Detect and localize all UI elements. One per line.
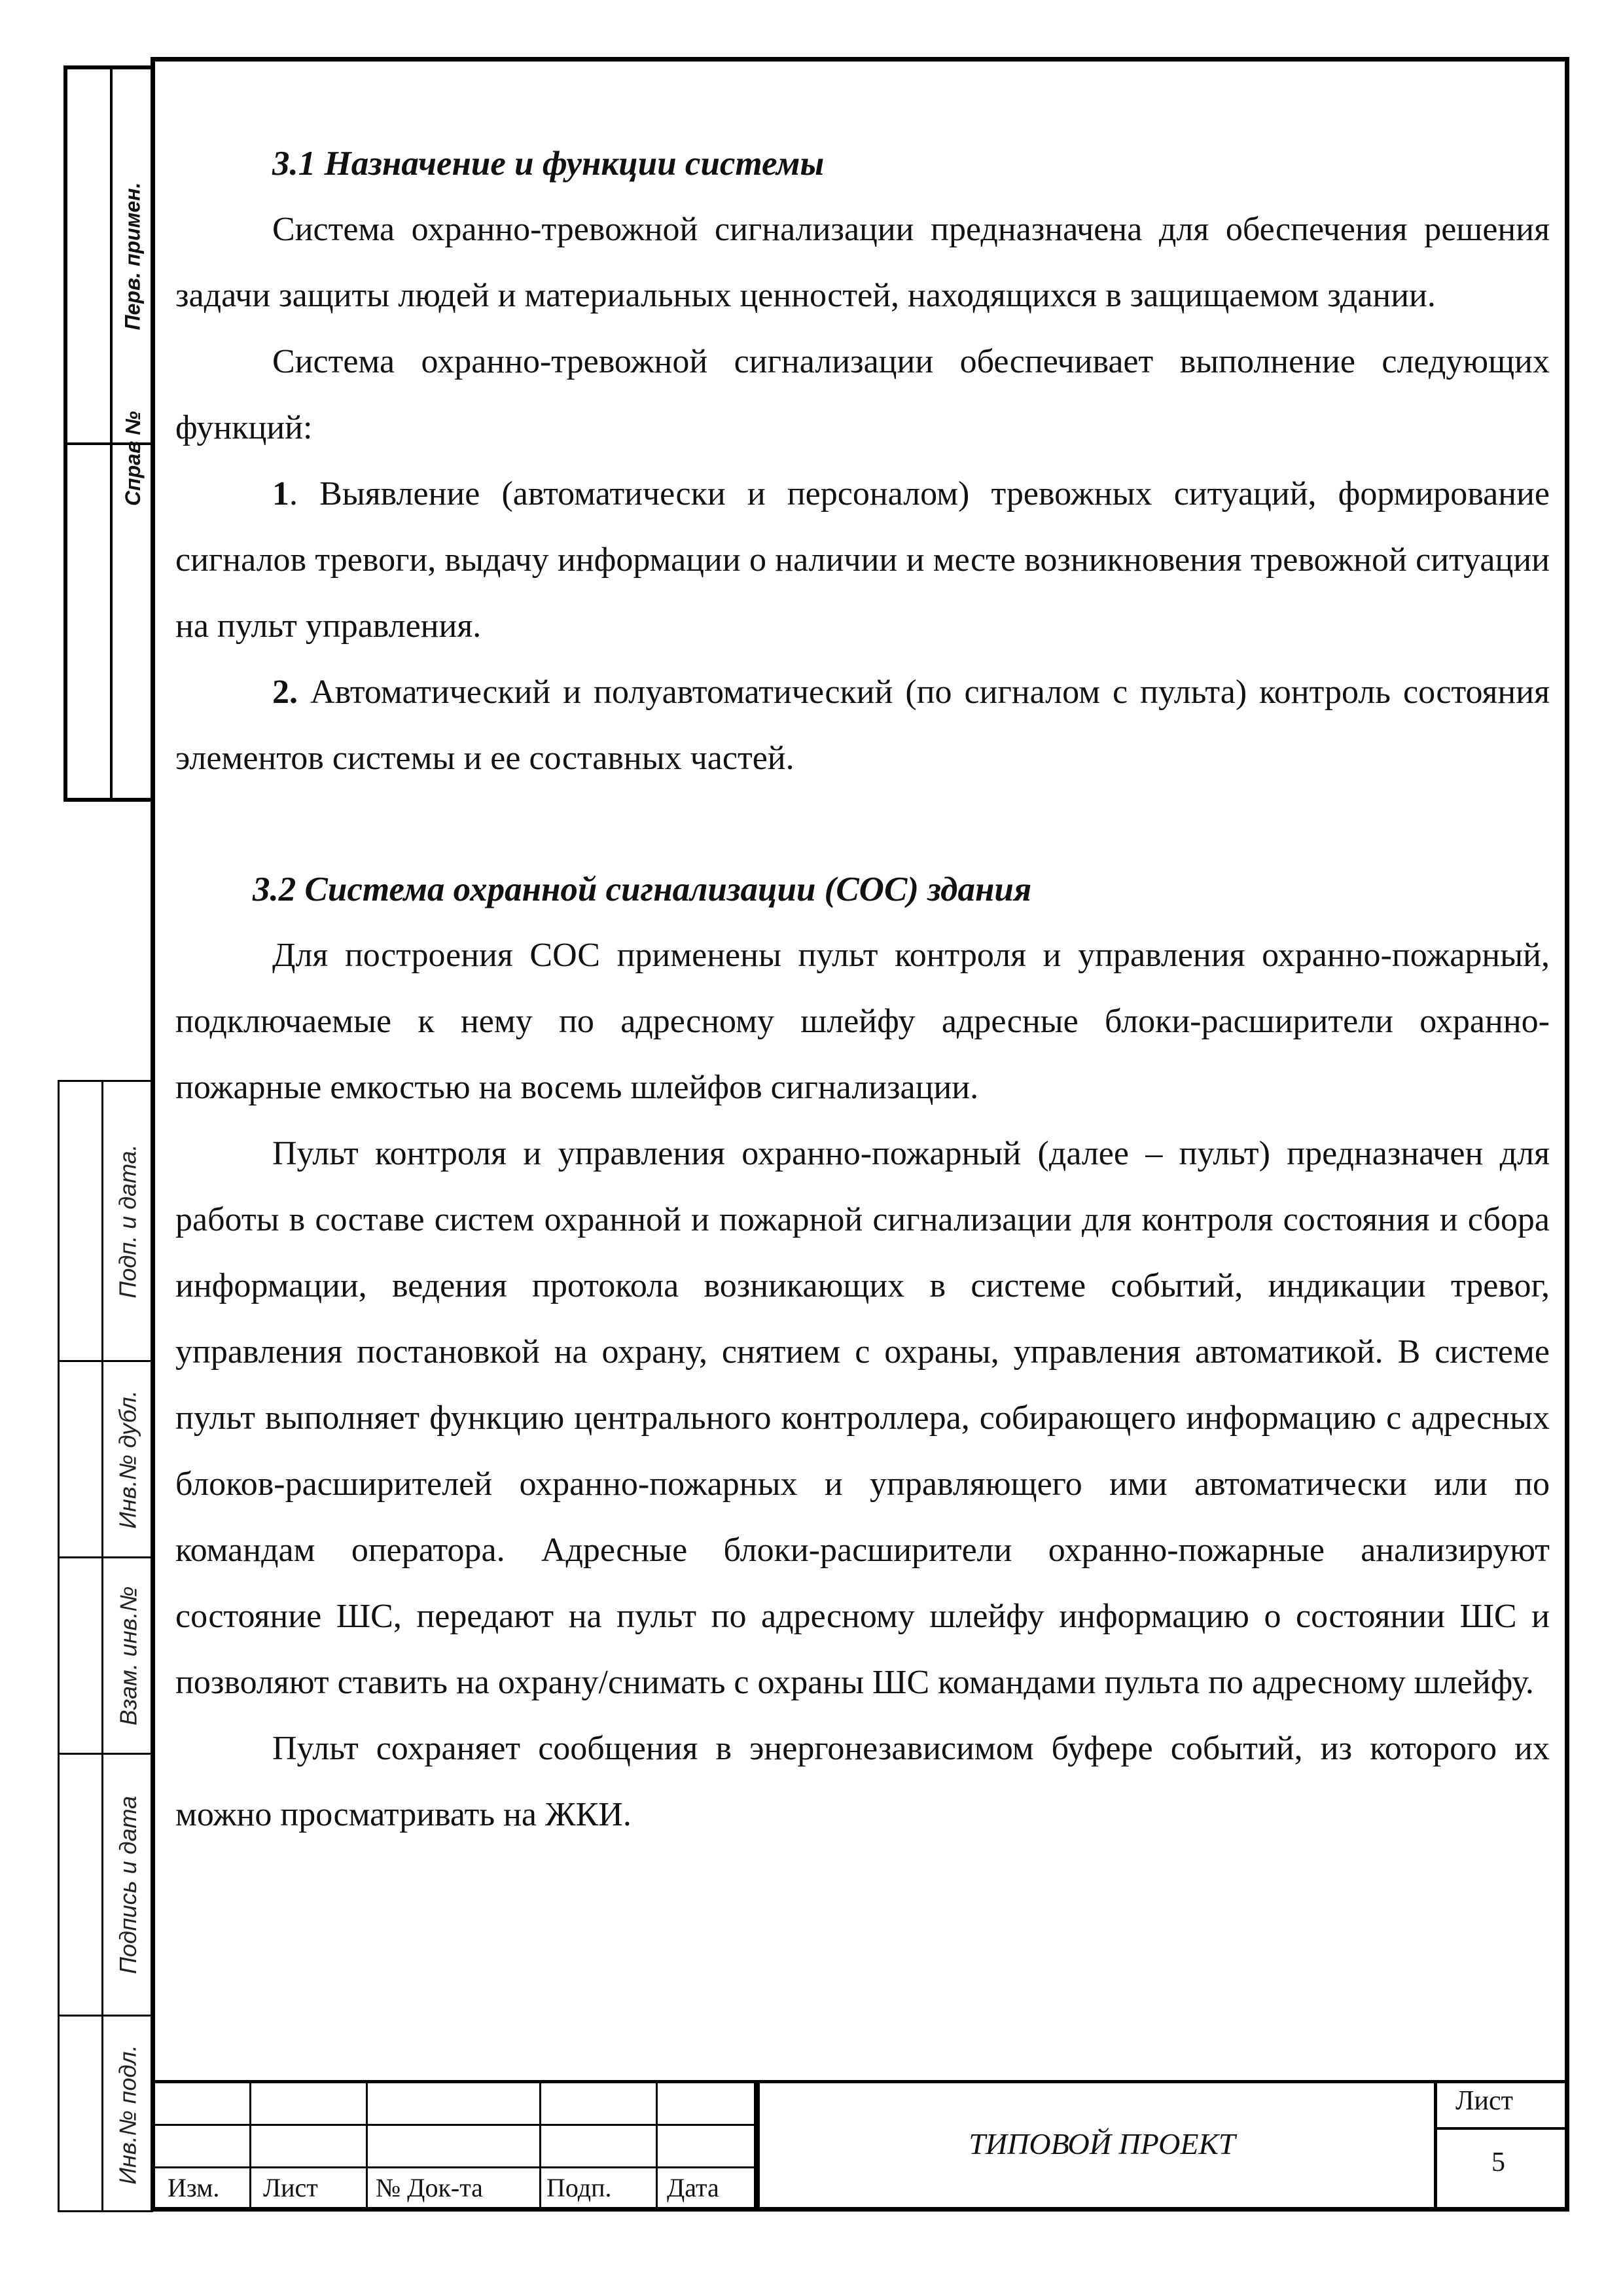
paragraph: Пульт контроля и управления охранно-пожарный (далее – пульт) предназначен для работы в составе систем охранной и пожарной сигнализации для контроля состояния и сбора информации, ведения протокола возникающих в системе событий, индикации тревог, управления постановкой на охрану, снятием с охраны, управления автоматикой. В системе пульт выполняет функцию центрального контроллера, собирающего информацию с адресных блоков-расширителей охранно-пожарных и управляющего ими автоматически или по командам оператора. Адресные блоки-расширители охранно-пожарные анализируют состояние ШС, передают на пульт по адресному шлейфу информацию о состоянии ШС и позволяют ставить на охрану/снимать с охраны ШС командами пульта по адресному шлейфу.: [175, 1135, 1550, 1701]
stamp-data-label: Дата: [667, 2173, 719, 2202]
section-spacer: [175, 791, 1550, 857]
stamp-cell: [368, 2083, 541, 2126]
podp-i-data-label: Подп. и дата.: [115, 1143, 141, 1299]
stamp-cell: [541, 2083, 658, 2126]
stamp-cell: [368, 2126, 541, 2168]
stamp-header-cell: [658, 2168, 756, 2207]
stamp-list-label: Лист: [263, 2173, 318, 2202]
sprav-no-label: Справ №: [120, 410, 145, 506]
title-block: [153, 2080, 1565, 2207]
inv-no-podl-label: Инв.№ подл.: [115, 2044, 142, 2185]
stamp-header-cell: [153, 2168, 251, 2207]
side-stamp-divider: [110, 69, 113, 798]
stamp-cell: [541, 2126, 658, 2168]
sheet-label: Лист: [1455, 2086, 1513, 2116]
stamp-header-cell: [541, 2168, 658, 2207]
stamp-header-cell: [251, 2168, 368, 2207]
stamp-cell: [658, 2083, 756, 2126]
document-body: [175, 131, 1550, 1848]
podpis-i-data-label: Подпись и дата: [115, 1795, 142, 1974]
list-item-text: Автоматический и полуавтоматический (по сигналом с пульта) контроль состояния элементов системы и ее составных частей.: [175, 673, 1550, 777]
list-item: [175, 659, 1550, 791]
side-stamp-bottom: [58, 1080, 153, 2212]
stamp-izm-label: Изм.: [168, 2173, 220, 2202]
stamp-podp-label: Подп.: [546, 2173, 612, 2202]
stamp-cell: [658, 2126, 756, 2168]
side-stamp-top: [63, 65, 153, 802]
list-item-number: 1: [272, 475, 289, 512]
inv-no-dubl-label: Инв.№ дубл.: [115, 1390, 141, 1529]
stamp-cell: [251, 2126, 368, 2168]
paragraph: Система охранно-тревожной сигнализации обеспечивает выполнение следующих функций:: [175, 343, 1550, 446]
title-block-divider: [756, 2080, 760, 2207]
paragraph: Система охранно-тревожной сигнализации предназначена для обеспечения решения задачи защиты людей и материальных ценностей, находящихся в защищаемом здании.: [175, 211, 1550, 314]
perv-primen-label: Перв. примен.: [120, 182, 145, 330]
stamp-doc-label: № Док-та: [376, 2173, 483, 2202]
stamp-cell: [251, 2083, 368, 2126]
section-heading: 3.2 Система охранной сигнализации (СОС) здания: [253, 870, 1032, 908]
paragraph: Пульт сохраняет сообщения в энергонезависимом буфере событий, из которого их можно просматривать на ЖКИ.: [175, 1730, 1550, 1833]
title-block-divider: [1434, 2127, 1565, 2130]
stamp-cell: [153, 2126, 251, 2168]
list-item-number: 2.: [272, 673, 298, 711]
sheet-number: 5: [1491, 2147, 1505, 2178]
section-heading: 3.1 Назначение и функции системы: [272, 145, 825, 183]
list-item: [175, 461, 1550, 659]
paragraph: Для построения СОС применены пульт контроля и управления охранно-пожарный, подключаемые к нему по адресному шлейфу адресные блоки-расширители охранно-пожарные емкостью на восемь шлейфов сигнализации.: [175, 937, 1550, 1106]
vzam-inv-no-label: Взам. инв.№: [115, 1586, 142, 1725]
list-item-text: . Выявление (автоматически и персоналом) тревожных ситуаций, формирование сигналов тревоги, выдачу информации о наличии и месте возникновения тревожной ситуации на пульт управления.: [175, 475, 1550, 645]
document-title: ТИПОВОЙ ПРОЕКТ: [969, 2126, 1236, 2161]
stamp-header-cell: [368, 2168, 541, 2207]
stamp-cell: [153, 2083, 251, 2126]
